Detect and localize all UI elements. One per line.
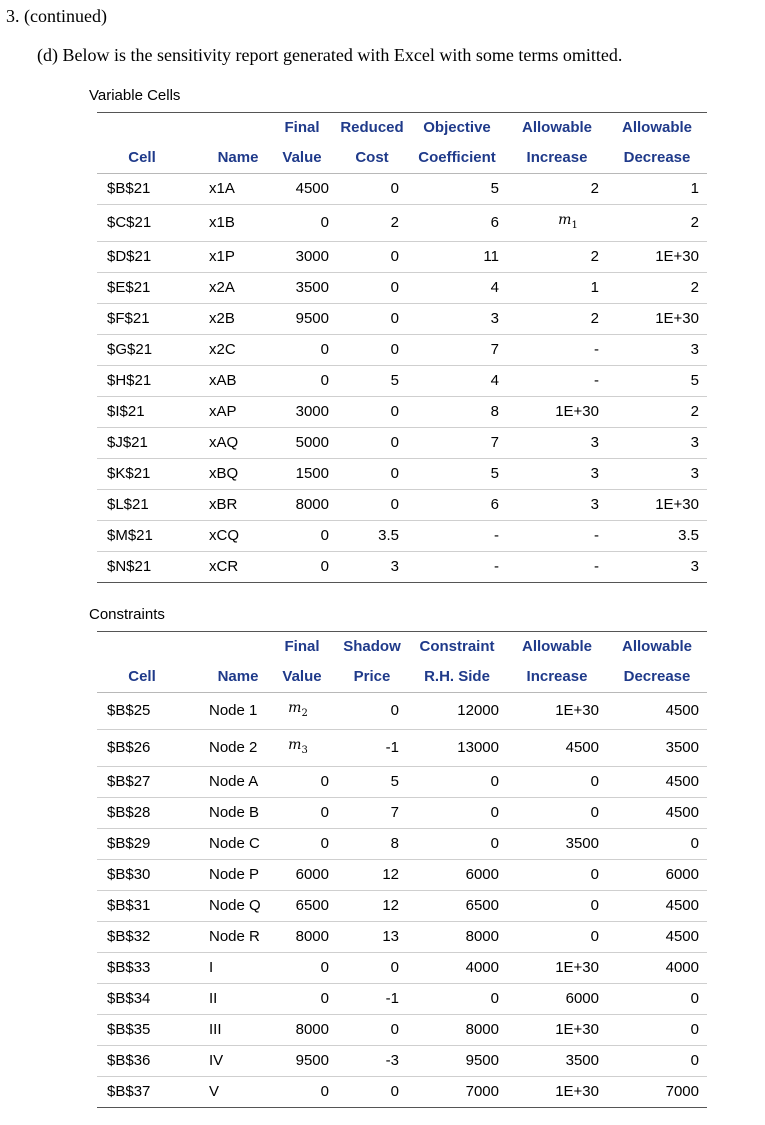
table-cell: $F$21 [97, 303, 187, 334]
table-cell: Node C [187, 828, 267, 859]
table-cell: 8000 [267, 489, 337, 520]
column-header: Value [267, 662, 337, 693]
table-cell: 2 [337, 205, 407, 242]
table-cell: $H$21 [97, 365, 187, 396]
column-header: Final [267, 113, 337, 144]
table-cell: 6 [407, 489, 507, 520]
table-row [97, 828, 707, 859]
table-cell: 0 [337, 241, 407, 272]
table-cell: Node Q [187, 890, 267, 921]
column-header: Cell [97, 143, 187, 174]
table-cell: $K$21 [97, 458, 187, 489]
table-cell: 9500 [267, 1045, 337, 1076]
table-cell: 8000 [407, 921, 507, 952]
column-header: Shadow [337, 632, 407, 663]
table-cell: x2C [187, 334, 267, 365]
table-cell: x1P [187, 241, 267, 272]
table-cell: 0 [337, 458, 407, 489]
header-row [97, 113, 707, 144]
table-cell: 8 [337, 828, 407, 859]
table-row [97, 334, 707, 365]
table-cell: $E$21 [97, 272, 187, 303]
table-cell: -1 [337, 983, 407, 1014]
table-cell: 8000 [407, 1014, 507, 1045]
unknown-term: $m_3$ [288, 736, 308, 756]
table-cell: xBR [187, 489, 267, 520]
table-cell: $N$21 [97, 551, 187, 582]
table-cell: 8 [407, 396, 507, 427]
table-cell: 3 [607, 334, 707, 365]
table-cell: 2 [507, 303, 607, 334]
table-row [97, 272, 707, 303]
table-row [97, 890, 707, 921]
variable-cells-title: Variable Cells [89, 87, 181, 104]
table-cell: 0 [507, 859, 607, 890]
table-row [97, 729, 707, 766]
table-cell: 2 [507, 174, 607, 205]
column-header: Increase [507, 662, 607, 693]
table-cell: Node B [187, 797, 267, 828]
column-header: Constraint [407, 632, 507, 663]
table-cell: 1E+30 [607, 241, 707, 272]
table-cell: $L$21 [97, 489, 187, 520]
table-cell: - [407, 520, 507, 551]
column-header: Value [267, 143, 337, 174]
table-cell: $C$21 [97, 205, 187, 242]
table-cell: 0 [267, 828, 337, 859]
table-row [97, 983, 707, 1014]
question-intro: (d) Below is the sensitivity report generated with Excel with some terms omitted. [37, 45, 623, 65]
table-cell: 0 [267, 520, 337, 551]
table-cell: Node 2 [187, 729, 267, 766]
table-cell: 1 [607, 174, 707, 205]
table-cell: xBQ [187, 458, 267, 489]
column-header: Increase [507, 143, 607, 174]
table-cell: 1 [507, 272, 607, 303]
header-row [97, 632, 707, 663]
table-cell: 3500 [607, 729, 707, 766]
table-cell: 3 [507, 458, 607, 489]
table-cell: 2 [607, 205, 707, 242]
table-cell: 2 [607, 272, 707, 303]
table-cell: 4500 [507, 729, 607, 766]
table-cell: 8000 [267, 921, 337, 952]
table-cell: 3 [607, 427, 707, 458]
table-cell: 4500 [607, 890, 707, 921]
table-cell: 4 [407, 365, 507, 396]
table-cell: $B$26 [97, 729, 187, 766]
table-cell: xCQ [187, 520, 267, 551]
column-header: Price [337, 662, 407, 693]
table-cell: 3 [507, 427, 607, 458]
table-cell: 3 [607, 551, 707, 582]
table-cell: 2 [507, 241, 607, 272]
table-cell: $B$29 [97, 828, 187, 859]
table-cell: x2B [187, 303, 267, 334]
table-cell: 8000 [267, 1014, 337, 1045]
table-cell: $D$21 [97, 241, 187, 272]
table-cell: 5 [407, 174, 507, 205]
table-cell: 12000 [407, 693, 507, 730]
table-cell: 0 [337, 427, 407, 458]
column-header: Final [267, 632, 337, 663]
column-header: Cost [337, 143, 407, 174]
table-row [97, 1045, 707, 1076]
table-cell: 0 [407, 828, 507, 859]
table-cell: 3 [337, 551, 407, 582]
table-cell: xAQ [187, 427, 267, 458]
table-cell: 0 [267, 365, 337, 396]
table-cell: Node A [187, 766, 267, 797]
table-cell: 0 [267, 334, 337, 365]
table-row [97, 921, 707, 952]
table-row [97, 427, 707, 458]
constraints-title: Constraints [89, 606, 165, 623]
column-header: Objective [407, 113, 507, 144]
column-header: R.H. Side [407, 662, 507, 693]
table-cell: $B$33 [97, 952, 187, 983]
table-cell: $B$31 [97, 890, 187, 921]
table-cell: Node 1 [187, 693, 267, 730]
table-cell: 4500 [607, 693, 707, 730]
table-cell: 0 [507, 921, 607, 952]
header-row [97, 143, 707, 174]
table-cell: - [507, 365, 607, 396]
unknown-term: $m_1$ [558, 212, 578, 231]
table-cell: 0 [507, 766, 607, 797]
table-cell: 4000 [607, 952, 707, 983]
table-row [97, 489, 707, 520]
table-cell: 0 [337, 489, 407, 520]
table-row [97, 797, 707, 828]
table-row [97, 766, 707, 797]
header-row [97, 662, 707, 693]
table-cell: Node P [187, 859, 267, 890]
table-row [97, 205, 707, 242]
column-header [97, 632, 187, 663]
table-row [97, 693, 707, 730]
table-cell: 3 [507, 489, 607, 520]
table-cell: $B$21 [97, 174, 187, 205]
table-cell: xCR [187, 551, 267, 582]
table-cell [267, 729, 337, 766]
table-cell: 5 [337, 766, 407, 797]
table-cell: 0 [507, 890, 607, 921]
table-cell: 13000 [407, 729, 507, 766]
column-header: Name [187, 143, 267, 174]
table-cell: 0 [267, 766, 337, 797]
table-cell: 0 [607, 1045, 707, 1076]
table-cell: - [507, 334, 607, 365]
table-cell: xAP [187, 396, 267, 427]
column-header: Cell [97, 662, 187, 693]
column-header [187, 632, 267, 663]
table-cell: 6000 [507, 983, 607, 1014]
table-cell: 9500 [407, 1045, 507, 1076]
column-header: Decrease [607, 143, 707, 174]
table-row [97, 520, 707, 551]
table-cell: 0 [337, 303, 407, 334]
question-heading: 3. (continued) [6, 6, 107, 26]
table-cell: Node R [187, 921, 267, 952]
table-cell: x1A [187, 174, 267, 205]
variable-cells-table [97, 112, 707, 583]
table-cell: 1E+30 [507, 693, 607, 730]
column-header: Allowable [507, 632, 607, 663]
table-cell: 6 [407, 205, 507, 242]
table-cell: - [407, 551, 507, 582]
table-cell: $G$21 [97, 334, 187, 365]
column-header: Allowable [607, 632, 707, 663]
table-cell: 3000 [267, 396, 337, 427]
table-row [97, 241, 707, 272]
table-cell: I [187, 952, 267, 983]
table-cell: 6500 [407, 890, 507, 921]
table-cell: 3500 [507, 828, 607, 859]
table-cell: 0 [407, 766, 507, 797]
table-cell: 12 [337, 859, 407, 890]
table-cell: 4 [407, 272, 507, 303]
column-header: Decrease [607, 662, 707, 693]
table-row [97, 458, 707, 489]
column-header: Allowable [607, 113, 707, 144]
table-cell: 0 [337, 174, 407, 205]
table-cell: x2A [187, 272, 267, 303]
table-cell: 0 [507, 797, 607, 828]
table-cell: $B$25 [97, 693, 187, 730]
table-cell: 7 [407, 427, 507, 458]
table-cell: 5 [607, 365, 707, 396]
table-cell: IV [187, 1045, 267, 1076]
table-cell: 0 [407, 797, 507, 828]
table-row [97, 551, 707, 582]
table-cell: -1 [337, 729, 407, 766]
table-cell: 4500 [607, 766, 707, 797]
column-header: Name [187, 662, 267, 693]
table-row [97, 1014, 707, 1045]
table-cell: 0 [337, 952, 407, 983]
table-cell: II [187, 983, 267, 1014]
table-cell: 0 [337, 272, 407, 303]
table-cell: 6000 [407, 859, 507, 890]
table-row [97, 303, 707, 334]
table-cell: 6000 [267, 859, 337, 890]
table-cell: 0 [267, 952, 337, 983]
table-cell: 6000 [607, 859, 707, 890]
table-cell: 0 [607, 983, 707, 1014]
table-cell: 5 [337, 365, 407, 396]
table-cell: 3500 [507, 1045, 607, 1076]
table-cell: $B$37 [97, 1076, 187, 1107]
column-header [97, 113, 187, 144]
table-cell: 0 [267, 205, 337, 242]
table-row [97, 952, 707, 983]
column-header [187, 113, 267, 144]
table-cell: -3 [337, 1045, 407, 1076]
table-cell: $J$21 [97, 427, 187, 458]
table-cell: 1E+30 [507, 396, 607, 427]
table-cell: 9500 [267, 303, 337, 334]
table-cell: $M$21 [97, 520, 187, 551]
table-cell: 13 [337, 921, 407, 952]
table-row [97, 365, 707, 396]
column-header: Reduced [337, 113, 407, 144]
table-cell: 3 [407, 303, 507, 334]
table-cell [507, 205, 607, 242]
table-cell: - [507, 520, 607, 551]
table-cell: 5 [407, 458, 507, 489]
table-cell: 0 [607, 828, 707, 859]
table-cell: x1B [187, 205, 267, 242]
table-cell: 0 [267, 983, 337, 1014]
table-cell: $B$28 [97, 797, 187, 828]
table-cell: xAB [187, 365, 267, 396]
table-cell: $B$36 [97, 1045, 187, 1076]
table-cell: 1E+30 [607, 489, 707, 520]
table-cell: 4000 [407, 952, 507, 983]
table-cell: 0 [267, 797, 337, 828]
table-cell: 3 [607, 458, 707, 489]
table-cell: $I$21 [97, 396, 187, 427]
table-cell: 7 [407, 334, 507, 365]
table-cell: - [507, 551, 607, 582]
table-cell: 0 [267, 1076, 337, 1107]
table-cell: $B$32 [97, 921, 187, 952]
table-cell: 4500 [607, 921, 707, 952]
table-cell: 0 [267, 551, 337, 582]
table-cell: 0 [337, 693, 407, 730]
table-cell: 12 [337, 890, 407, 921]
table-cell: $B$30 [97, 859, 187, 890]
table-cell: 0 [337, 334, 407, 365]
table-cell: 1E+30 [507, 1076, 607, 1107]
unknown-term: $m_2$ [288, 700, 308, 719]
constraints-table [97, 631, 707, 1108]
table-cell: 3000 [267, 241, 337, 272]
table-cell: 4500 [607, 797, 707, 828]
table-cell: $B$27 [97, 766, 187, 797]
table-cell [267, 693, 337, 730]
table-cell: 1500 [267, 458, 337, 489]
table-cell: 4500 [267, 174, 337, 205]
table-cell: 0 [337, 396, 407, 427]
column-header: Coefficient [407, 143, 507, 174]
table-cell: 1E+30 [507, 952, 607, 983]
table-cell: 7000 [607, 1076, 707, 1107]
table-cell: 1E+30 [507, 1014, 607, 1045]
table-cell: $B$35 [97, 1014, 187, 1045]
table-cell: 0 [337, 1076, 407, 1107]
table-cell: 7000 [407, 1076, 507, 1107]
table-cell: III [187, 1014, 267, 1045]
table-cell: 3.5 [607, 520, 707, 551]
table-row [97, 396, 707, 427]
table-cell: 0 [407, 983, 507, 1014]
table-cell: 0 [607, 1014, 707, 1045]
table-cell: $B$34 [97, 983, 187, 1014]
table-cell: 0 [337, 1014, 407, 1045]
column-header: Allowable [507, 113, 607, 144]
table-cell: 6500 [267, 890, 337, 921]
table-cell: 11 [407, 241, 507, 272]
table-cell: V [187, 1076, 267, 1107]
table-row [97, 859, 707, 890]
table-cell: 7 [337, 797, 407, 828]
table-cell: 1E+30 [607, 303, 707, 334]
table-cell: 3.5 [337, 520, 407, 551]
table-row [97, 174, 707, 205]
table-cell: 5000 [267, 427, 337, 458]
table-row [97, 1076, 707, 1107]
table-cell: 3500 [267, 272, 337, 303]
table-cell: 2 [607, 396, 707, 427]
